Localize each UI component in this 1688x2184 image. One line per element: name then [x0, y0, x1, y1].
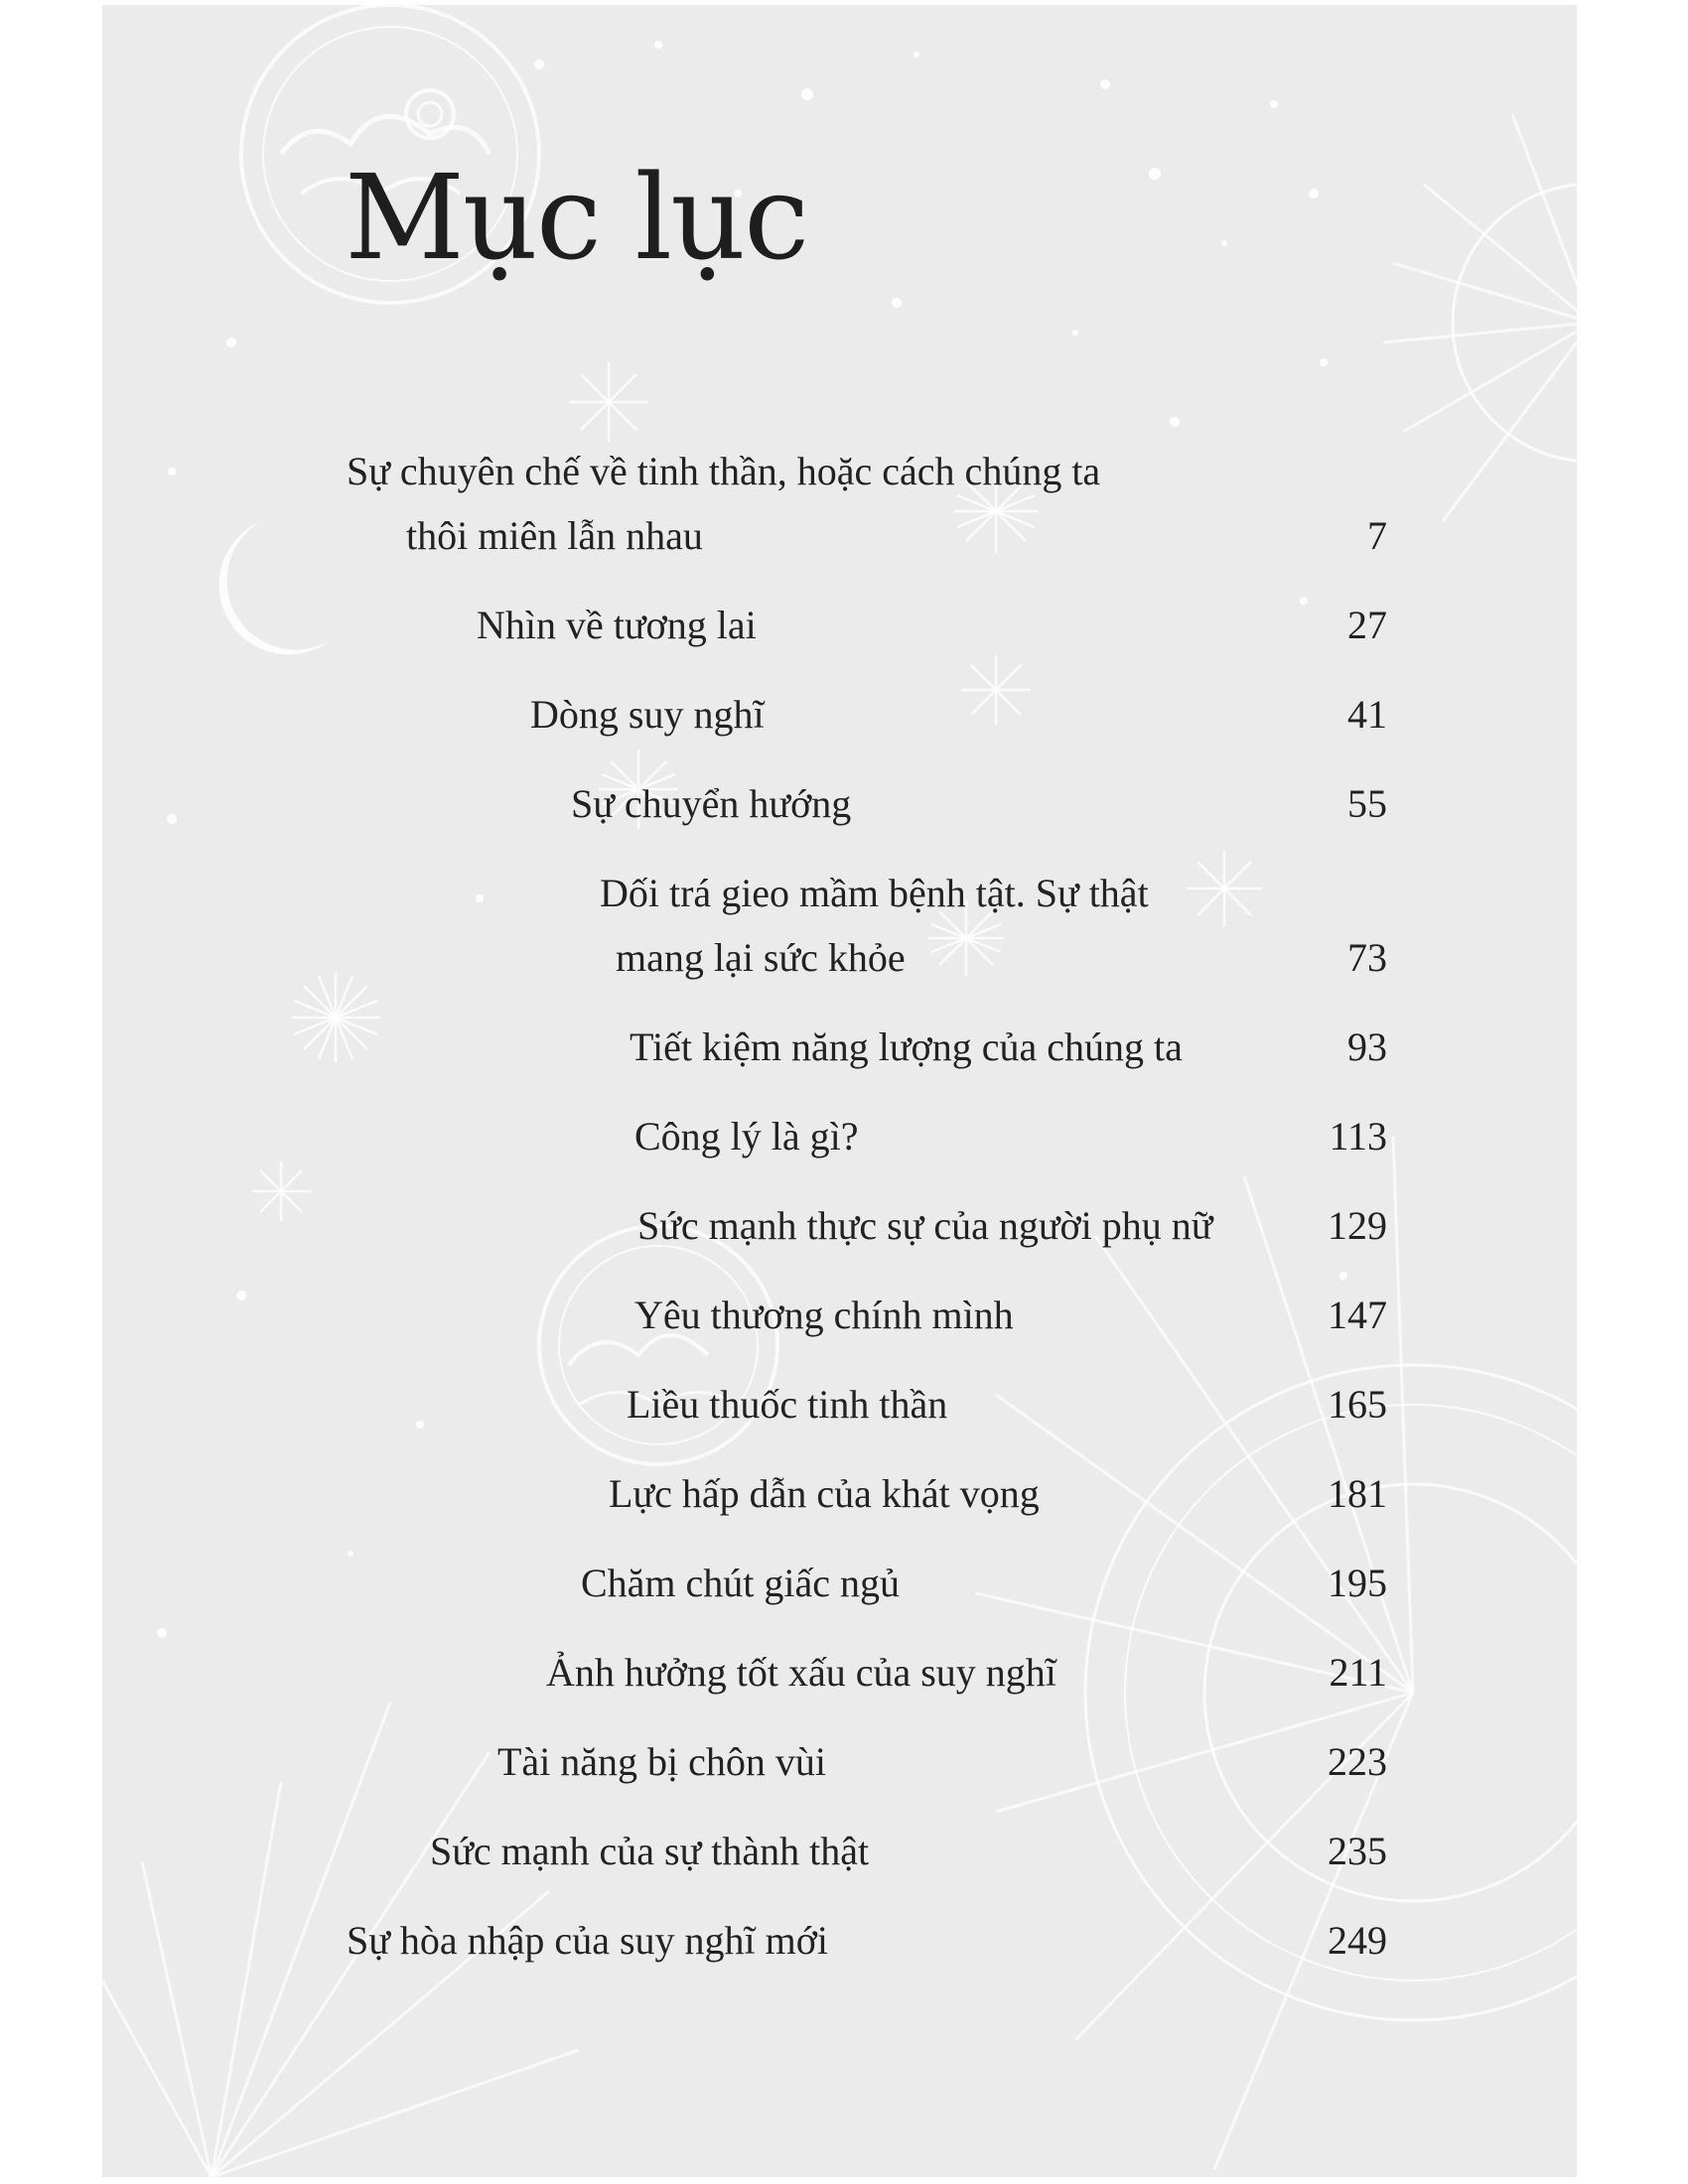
toc-entry-title: Sức mạnh của sự thành thật — [430, 1829, 870, 1873]
book-page — [102, 5, 1577, 2177]
toc-entry-title: Công lý là gì? — [634, 1114, 859, 1159]
toc-entry-title: Sức mạnh thực sự của người phụ nữ — [637, 1203, 1213, 1248]
toc-entry-title: Chăm chút giấc ngủ — [581, 1561, 901, 1605]
toc-entry-title: Tiết kiệm năng lượng của chúng ta — [630, 1024, 1183, 1069]
toc-entry-title: Sự chuyển hướng — [571, 781, 852, 826]
toc-entry-page: 235 — [1328, 1829, 1387, 1873]
page-title: Mục lục — [345, 149, 808, 286]
toc-entry-page: 165 — [1328, 1382, 1387, 1427]
toc-entry-page: 195 — [1328, 1561, 1387, 1605]
toc-entry-page: 181 — [1328, 1471, 1387, 1516]
toc-entry-page: 73 — [1347, 935, 1387, 980]
toc-entry-page: 93 — [1347, 1024, 1387, 1069]
toc-entry-page: 249 — [1328, 1918, 1387, 1963]
toc-entry-title: Nhìn về tương lai — [477, 603, 757, 647]
toc-entry-title: Sự chuyên chế về tinh thần, hoặc cách chúng ta — [347, 449, 1101, 493]
toc-entry-page: 211 — [1329, 1650, 1387, 1695]
toc-entry-title: Yêu thương chính mình — [634, 1293, 1014, 1337]
toc-entry-title: Dối trá gieo mầm bệnh tật. Sự thật — [600, 871, 1149, 915]
toc-entry-page: 7 — [1367, 513, 1387, 558]
toc-entry-title: thôi miên lẫn nhau — [406, 513, 703, 558]
toc-entry-title: Lực hấp dẫn của khát vọng — [609, 1471, 1040, 1516]
toc-entry-title: Sự hòa nhập của suy nghĩ mới — [347, 1918, 828, 1963]
toc-entry-page: 129 — [1328, 1203, 1387, 1248]
toc-entry-page: 41 — [1347, 692, 1387, 737]
toc-entry-title: Tài năng bị chôn vùi — [497, 1739, 827, 1784]
toc-entry-page: 55 — [1347, 781, 1387, 826]
toc-entry-page: 27 — [1347, 603, 1387, 647]
toc-entry-page: 147 — [1328, 1293, 1387, 1337]
toc-entry-title: Liều thuốc tinh thần — [627, 1382, 948, 1427]
toc-entry-title: Dòng suy nghĩ — [530, 692, 765, 737]
toc-entry-page: 223 — [1328, 1739, 1387, 1784]
toc-entry-title: Ảnh hưởng tốt xấu của suy nghĩ — [546, 1650, 1056, 1695]
table-of-contents — [102, 5, 1577, 2177]
toc-entry-title: mang lại sức khỏe — [616, 935, 906, 980]
toc-entry-page: 113 — [1329, 1114, 1387, 1159]
